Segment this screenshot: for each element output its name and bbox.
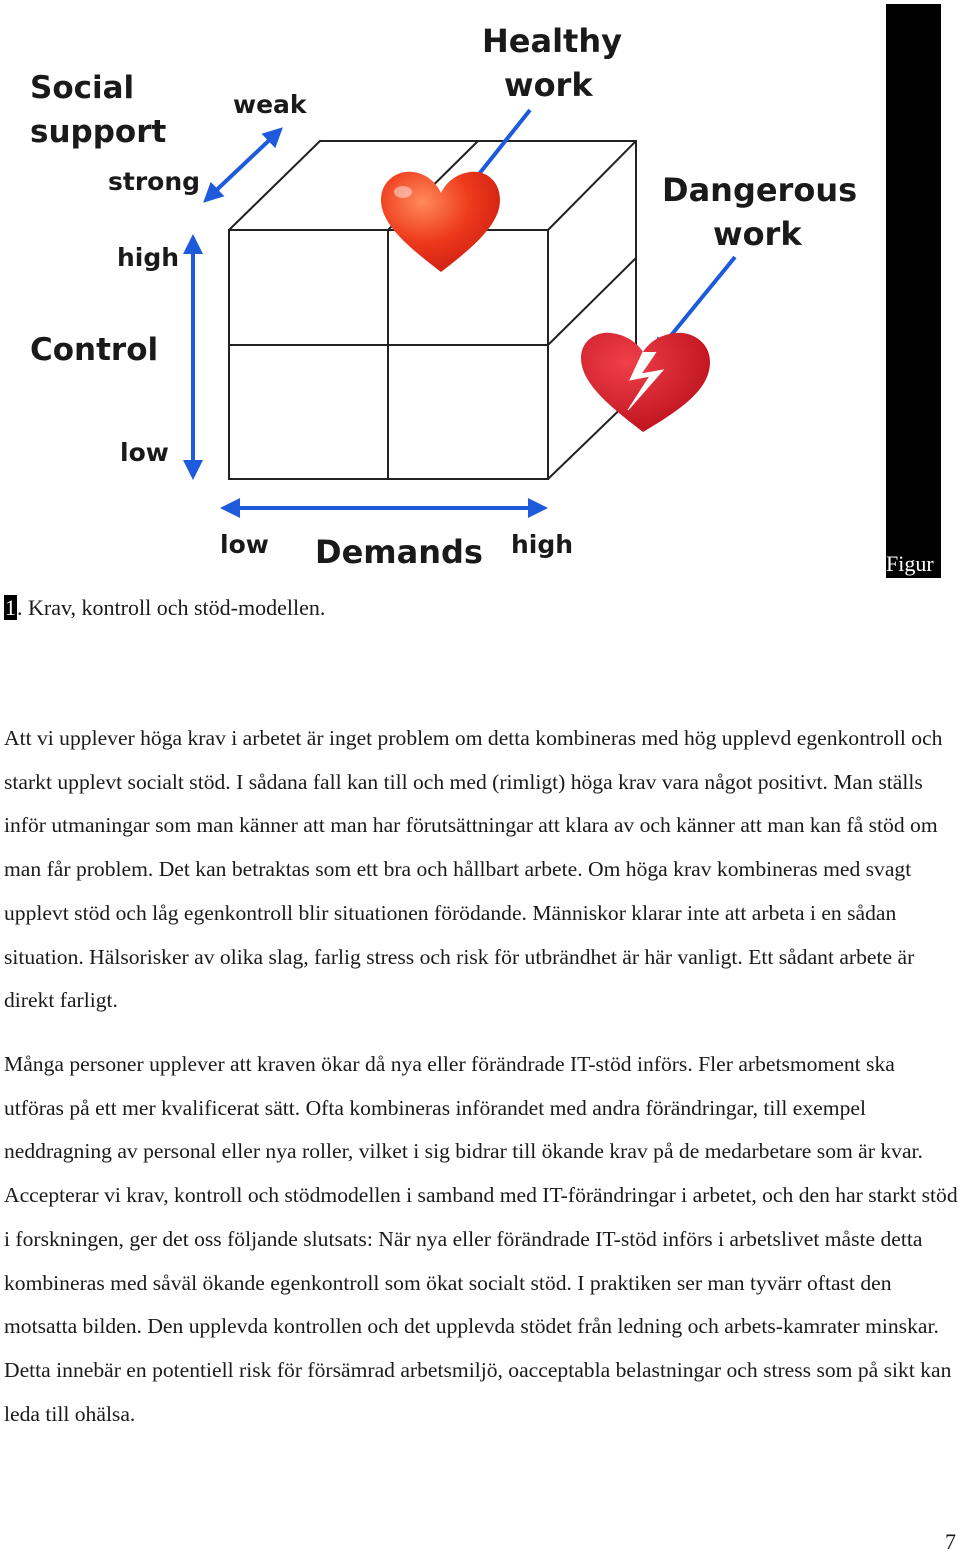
social-support-label-2: support: [30, 114, 167, 150]
paragraph-2: Många personer upplever att kraven ökar då nya eller förändrade IT-stöd införs. Fler arbetsmoment ska utföras på ett mer kvalificerat sätt. Ofta kombineras införandet med andra förändringar, till exempel neddragning av personal eller nya roller, vilket i sig bidrar till ökande krav på de medarbetare som är kvar. Accepterar vi krav, kontroll och stödmodellen i samband med IT-förändringar i arbetet, och den har starkt stöd i forskningen, ger det oss följande slutsats: När nya eller förändrade IT-stöd införs i arbetslivet måste detta kombineras med såväl ökande egenkontroll som ökat socialt stöd. I praktiken ser man tyvärr oftast den motsatta bilden. Den upplevda kontrollen och det upplevda stödet från ledning och arbets-kamrater minskar. Detta innebär en potentiell risk för försämrad arbetsmiljö, oacceptabla belastningar och stress som på sikt kan leda till ohälsa.: [4, 1052, 958, 1426]
dangerous-label-2: work: [713, 215, 802, 253]
control-high-label: high: [117, 243, 180, 272]
demands-label: Demands: [315, 533, 483, 571]
heart-highlight: [394, 186, 412, 198]
demands-low-label: low: [220, 530, 269, 559]
control-label: Control: [30, 332, 159, 368]
axis-arrows: [193, 110, 735, 508]
support-arrow: [206, 130, 280, 200]
demands-high-label: high: [511, 530, 574, 559]
control-low-label: low: [120, 438, 169, 467]
healthy-label-2: work: [504, 66, 593, 104]
demand-control-support-figure: [0, 0, 960, 590]
social-support-label-1: Social: [30, 70, 135, 106]
caption-number: 1: [5, 595, 16, 620]
weak-label: weak: [233, 90, 307, 119]
figure-label-box: [886, 4, 941, 578]
dangerous-label-1: Dangerous: [662, 171, 858, 209]
figure-caption: [4, 594, 325, 622]
healthy-label-1: Healthy: [482, 22, 622, 60]
page-number: 7: [945, 1529, 956, 1554]
figure-side-label: Figur: [886, 551, 934, 576]
paragraph-1: Att vi upplever höga krav i arbetet är inget problem om detta kombineras med hög upplevd egenkontroll och starkt upplevt socialt stöd. I sådana fall kan till och med (rimligt) höga krav vara något positivt. Man ställs inför utmaningar som man känner att man har förutsättningar att klara av och känner att man kan få stöd om man får problem. Det kan betraktas som ett bra och hållbart arbete. Om höga krav kombineras med svagt upplevt stöd och låg egenkontroll blir situationen förödande. Människor klarar inte att arbeta i en sådan situation. Hälsorisker av olika slag, farlig stress och risk för utbrändhet är här vanligt. Ett sådant arbete är direkt farligt.: [4, 726, 943, 1013]
strong-label: strong: [108, 167, 201, 196]
caption-text: . Krav, kontroll och stöd-modellen.: [17, 595, 326, 620]
